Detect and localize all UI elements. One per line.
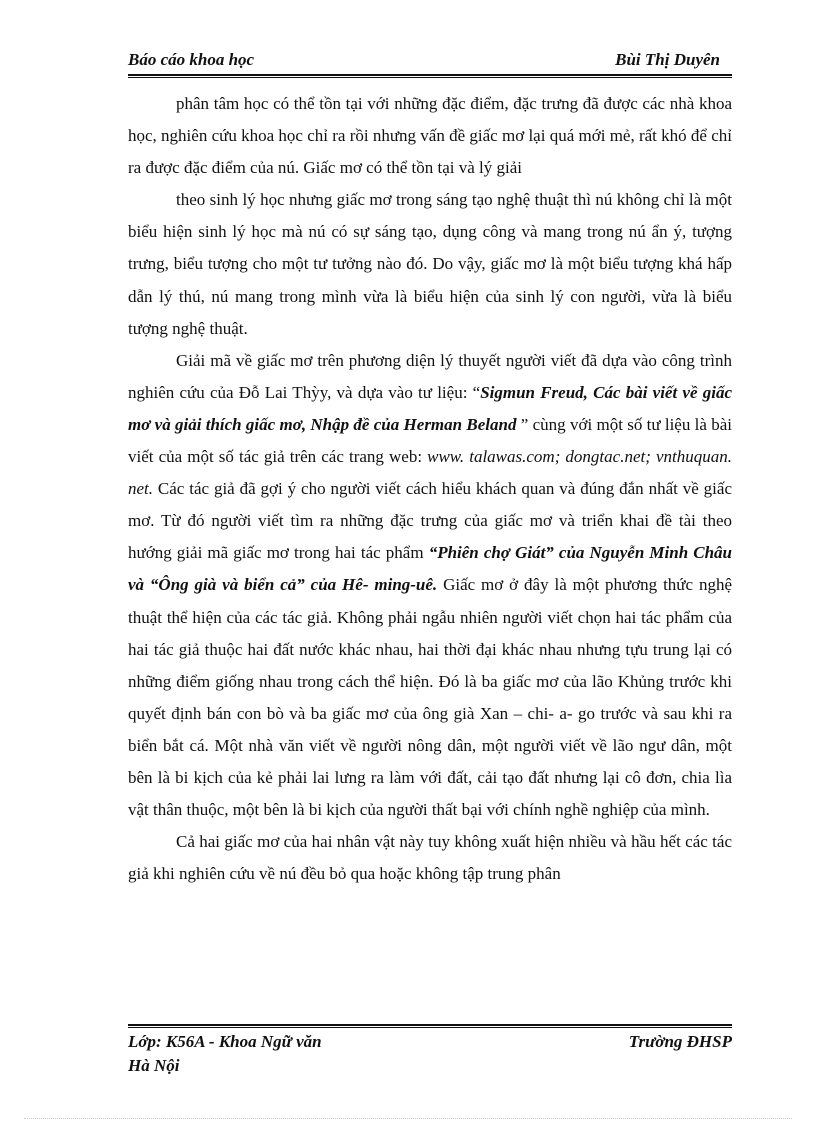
page-header [128,50,732,74]
header-title: Báo cáo khoa học [128,50,255,69]
paragraph-4: Cả hai giấc mơ của hai nhân vật này tuy không xuất hiện nhiều và hầu hết các tác giả khi nghiên cứu về nú đều bỏ qua hoặc không tập trung phân [128,832,732,884]
footer-rule [128,1024,732,1026]
header-rule [128,74,732,76]
document-body [128,88,732,890]
paragraph-1: phân tâm học có thể tồn tại với những đặc điểm, đặc trưng đã được các nhà khoa học, nghiên cứu khoa học chỉ ra rồi nhưng vấn đề giấc mơ lại quá mới mẻ, rất khó để chỉ ra được đặc điểm của nú. Giấc mơ có thể tồn tại và lý giải [128,94,732,178]
reference-title: Sigmun Freud, Các bài viết về giấc mơ và giải thích giấc mơ, Nhập đề của Herman Beland [128,382,732,434]
paragraph-3-text-a: Giải mã về giấc mơ trên phương diện lý thuyết người viết đã dựa vào công trình nghiên cứu của Đỗ Lai Thỳy, và dựa vào tư liệu: “ [128,350,732,402]
works-title: “Phiên chợ Giát” của Nguyễn Minh Châu và “Ông già và biển cả” của Hê- ming-uê. [128,543,732,595]
paragraph-3-text-c: ” cùng với một số tư liệu là bài viết của một số tác giả trên các trang web: [128,414,732,467]
footer-rule-thin [128,1027,732,1028]
header-author: Bùi Thị Duyên [615,50,720,69]
page-edge-dots [24,1118,792,1119]
footer-school: Trường ĐHSP [628,1032,732,1051]
website-list: www. talawas.com; dongtac.net; vnthuquan. net. [128,447,732,499]
footer-class: Lớp: K56A - Khoa Ngữ văn [128,1032,322,1051]
paragraph-3 [128,345,732,826]
paragraph-3-text-g: Giấc mơ ở đây là một phương thức nghệ thuật thể hiện của các tác giả. Không phải ngẫu nhiên người viết chọn hai tác phẩm của hai tác giả thuộc hai đất nước khác nhau, hai thời đại khác nhau nhưng tựu trung lại có những điểm giống nhau trong cách thể hiện. Đó là ba giấc mơ của lão Khủng trước khi quyết định bán con bò và ba giấc mơ của ông già Xan – chi- a- go trước và sau khi ra biển bắt cá. Một nhà văn viết về người nông dân, một người viết về lão ngư dân, một bên là bi kịch của kẻ phải lai lưng ra làm với đất, cải tạo đất nhưng lại cô đơn, chia lìa vật thân thuộc, một bên là bi kịch của người thất bại với chính nghề nghiệp của mình. [128,575,732,820]
paragraph-3-text-e: Các tác giả đã gợi ý cho người viết cách hiểu khách quan và đúng đắn nhất về giấc mơ. Từ đó người viết tìm ra những đặc trưng của giấc mơ và triển khai đề tài theo hướng giải mã giấc mơ trong hai tác phẩm [128,479,732,563]
paragraph-2: theo sinh lý học nhưng giấc mơ trong sáng tạo nghệ thuật thì nú không chỉ là một biểu hiện sinh lý học mà nú có sự sáng tạo, dụng công và mang trong nú ẩn ý, tượng trưng, biểu tượng cho một tư tưởng nào đó. Do vậy, giấc mơ là một biểu tượng khá hấp dẫn lý thú, nú mang trong mình vừa là biểu hiện của sinh lý con người, vừa là biểu tượng nghệ thuật. [128,190,732,338]
footer-city: Hà Nội [128,1056,180,1075]
header-rule-thin [128,77,732,78]
